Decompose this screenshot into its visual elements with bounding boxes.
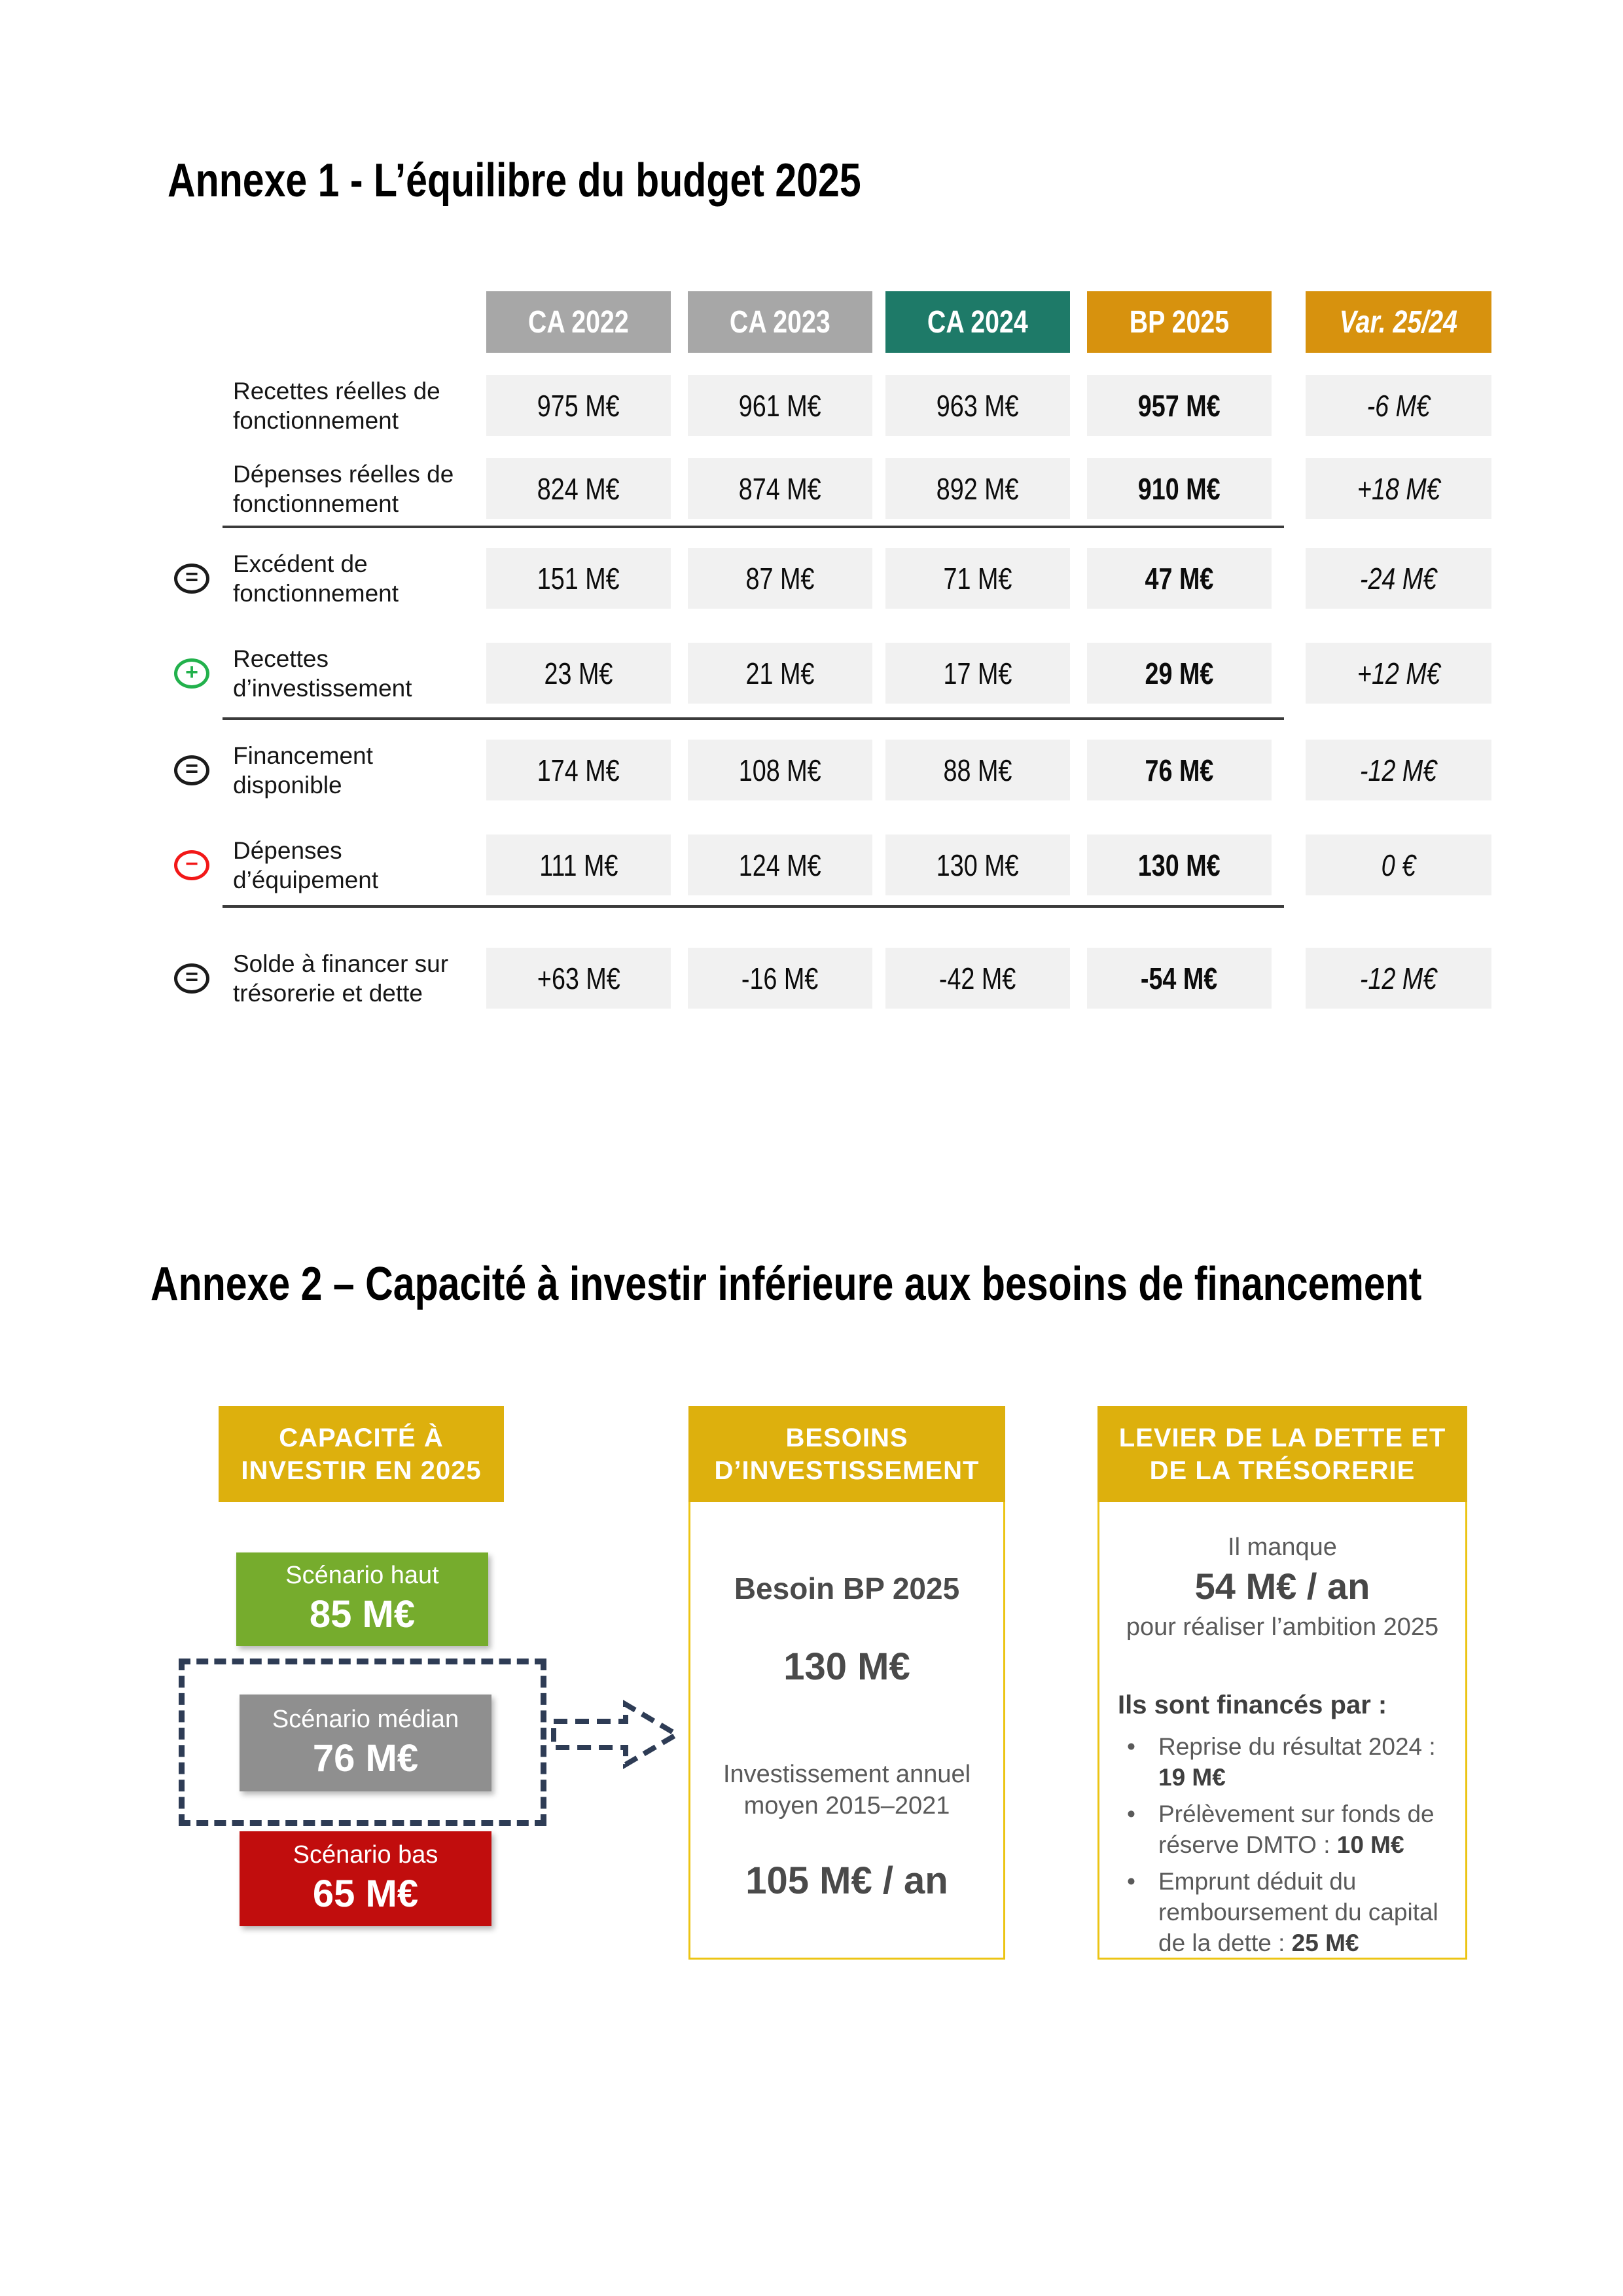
scenario-bas-box bbox=[240, 1831, 491, 1926]
table-cell: -6 M€ bbox=[1306, 375, 1491, 436]
table-cell: -42 M€ bbox=[885, 948, 1070, 1009]
table-cell: 130 M€ bbox=[1087, 834, 1272, 895]
plus-icon: + bbox=[174, 658, 209, 689]
table-separator-line bbox=[223, 905, 1284, 908]
table-cell: 130 M€ bbox=[885, 834, 1070, 895]
gap-note-text: pour réaliser l’ambition 2025 bbox=[1126, 1613, 1439, 1641]
table-cell: 76 M€ bbox=[1087, 740, 1272, 800]
table-cell: 174 M€ bbox=[486, 740, 671, 800]
annexe2-title-text: Annexe 2 – Capacité à investir inférieure aux besoins de financement bbox=[151, 1258, 1422, 1310]
column-header-ca2023: CA 2023 bbox=[688, 291, 872, 353]
equals-icon: = bbox=[174, 963, 209, 994]
table-cell: 111 M€ bbox=[486, 834, 671, 895]
scenario-value: 85 M€ bbox=[309, 1593, 416, 1636]
annexe1-title-text: Annexe 1 - L’équilibre du budget 2025 bbox=[168, 154, 861, 207]
besoin-bp-label: Besoin BP 2025 bbox=[734, 1571, 960, 1605]
equals-icon: = bbox=[174, 564, 209, 594]
row-label-recettes-investissement: Recettes d’investissement bbox=[233, 645, 412, 702]
table-cell: 961 M€ bbox=[688, 375, 872, 436]
annexe1-title bbox=[168, 154, 1013, 207]
table-cell: 17 M€ bbox=[885, 643, 1070, 704]
table-cell: -16 M€ bbox=[688, 948, 872, 1009]
table-row bbox=[0, 375, 1623, 436]
scenario-label: Scénario bas bbox=[293, 1841, 438, 1869]
table-row bbox=[0, 948, 1623, 1009]
table-cell: 124 M€ bbox=[688, 834, 872, 895]
table-cell: 87 M€ bbox=[688, 548, 872, 609]
table-cell: -54 M€ bbox=[1087, 948, 1272, 1009]
table-cell: 0 € bbox=[1306, 834, 1491, 895]
minus-icon: − bbox=[174, 850, 209, 880]
besoin-bp-value: 130 M€ bbox=[783, 1645, 910, 1688]
table-row bbox=[0, 834, 1623, 895]
financed-by-label: Ils sont financés par : bbox=[1118, 1691, 1387, 1719]
table-row bbox=[0, 548, 1623, 609]
table-cell: 910 M€ bbox=[1087, 458, 1272, 519]
table-cell: 824 M€ bbox=[486, 458, 671, 519]
table-cell: 21 M€ bbox=[688, 643, 872, 704]
table-separator-line bbox=[223, 717, 1284, 720]
levier-dette-tresorerie-header: LEVIER DE LA DETTE ET DE LA TRÉSORERIE bbox=[1097, 1406, 1467, 1502]
table-cell: -12 M€ bbox=[1306, 740, 1491, 800]
equals-icon: = bbox=[174, 755, 209, 785]
scenario-label: Scénario haut bbox=[285, 1562, 439, 1590]
investissement-moyen-value: 105 M€ / an bbox=[745, 1859, 948, 1902]
column-header-ca2024: CA 2024 bbox=[885, 291, 1070, 353]
scenario-label: Scénario médian bbox=[272, 1705, 459, 1733]
table-row bbox=[0, 643, 1623, 704]
table-cell: 151 M€ bbox=[486, 548, 671, 609]
annexe2-title bbox=[151, 1258, 1623, 1310]
column-header-bp2025: BP 2025 bbox=[1087, 291, 1272, 353]
table-cell: 23 M€ bbox=[486, 643, 671, 704]
investissement-moyen-label: Investissement annuel moyen 2015–2021 bbox=[722, 1761, 971, 1820]
row-label-recettes-fonctionnement: Recettes réelles de fonctionnement bbox=[233, 377, 440, 434]
besoins-investissement-header: BESOINS D’INVESTISSEMENT bbox=[688, 1406, 1005, 1502]
row-label-solde-a-financer: Solde à financer sur trésorerie et dette bbox=[233, 950, 449, 1007]
besoins-investissement-panel bbox=[688, 1502, 1005, 1960]
row-label-depenses-fonctionnement: Dépenses réelles de fonctionnement bbox=[233, 460, 454, 517]
list-item: • Emprunt déduit du remboursement du capital de la dette : 25 M€ bbox=[1118, 1866, 1451, 1958]
scenario-value: 76 M€ bbox=[312, 1736, 419, 1780]
table-cell: 71 M€ bbox=[885, 548, 1070, 609]
table-separator-line bbox=[223, 526, 1284, 528]
table-cell: 963 M€ bbox=[885, 375, 1070, 436]
scenario-median-box bbox=[240, 1695, 491, 1791]
table-cell: +18 M€ bbox=[1306, 458, 1491, 519]
dashed-right-arrow-icon bbox=[548, 1698, 683, 1771]
column-header-ca2022: CA 2022 bbox=[486, 291, 671, 353]
table-cell: -24 M€ bbox=[1306, 548, 1491, 609]
table-cell: 874 M€ bbox=[688, 458, 872, 519]
row-label-depenses-equipement: Dépenses d’équipement bbox=[233, 836, 379, 893]
table-cell: +12 M€ bbox=[1306, 643, 1491, 704]
row-label-excedent-fonctionnement: Excédent de fonctionnement bbox=[233, 550, 399, 607]
scenario-haut-box bbox=[236, 1552, 488, 1646]
gap-intro-text: Il manque bbox=[1228, 1534, 1337, 1561]
levier-dette-panel bbox=[1097, 1502, 1467, 1960]
list-item: • Reprise du résultat 2024 : 19 M€ bbox=[1118, 1731, 1451, 1793]
table-cell: 29 M€ bbox=[1087, 643, 1272, 704]
table-row bbox=[0, 740, 1623, 800]
table-cell: 108 M€ bbox=[688, 740, 872, 800]
table-cell: +63 M€ bbox=[486, 948, 671, 1009]
table-cell: 88 M€ bbox=[885, 740, 1070, 800]
table-cell: 892 M€ bbox=[885, 458, 1070, 519]
column-header-var2524: Var. 25/24 bbox=[1306, 291, 1491, 353]
table-cell: -12 M€ bbox=[1306, 948, 1491, 1009]
scenario-value: 65 M€ bbox=[312, 1873, 419, 1915]
table-cell: 957 M€ bbox=[1087, 375, 1272, 436]
table-cell: 975 M€ bbox=[486, 375, 671, 436]
list-item: • Prélèvement sur fonds de réserve DMTO : 10 M€ bbox=[1118, 1799, 1451, 1860]
gap-value-text: 54 M€ / an bbox=[1194, 1566, 1370, 1607]
financed-by-list bbox=[1118, 1731, 1451, 1964]
table-row bbox=[0, 458, 1623, 519]
row-label-financement-disponible: Financement disponible bbox=[233, 742, 373, 798]
table-cell: 47 M€ bbox=[1087, 548, 1272, 609]
capacite-investir-header: CAPACITÉ À INVESTIR EN 2025 bbox=[219, 1406, 504, 1502]
